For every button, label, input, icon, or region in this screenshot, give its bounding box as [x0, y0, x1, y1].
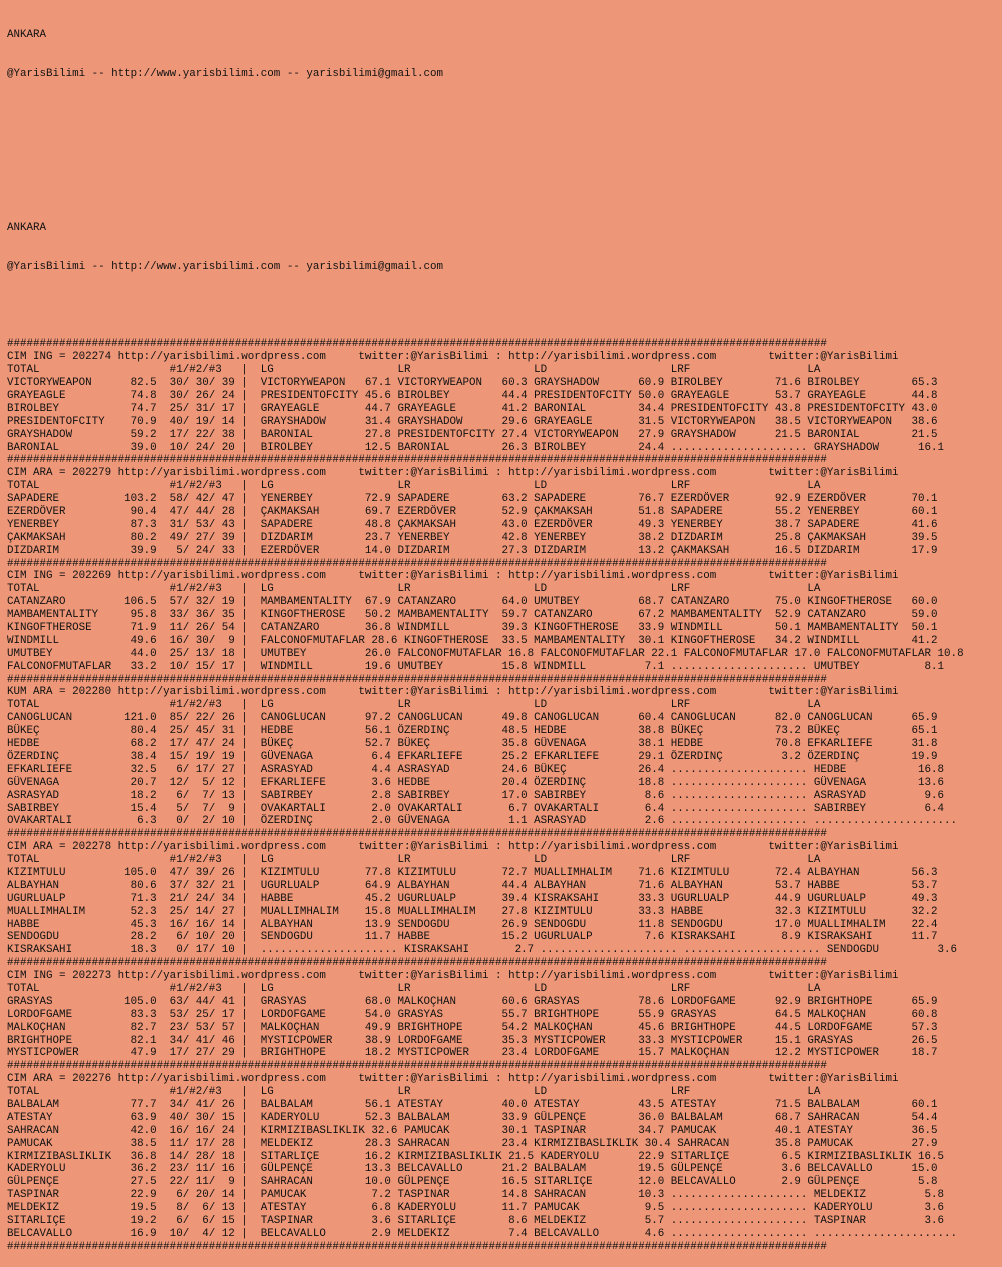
table-row: ÖZERDINÇ 38.4 15/ 19/ 19 | GÜVENAGA 6.4 EFKARLIEFE 25.2 EFKARLIEFE 29.1 ÖZERDINÇ 3.2 ÖZERDINÇ 19.9 — [7, 750, 938, 763]
table-row: KADERYOLU 36.2 23/ 11/ 16 | GÜLPENÇE 13.3 BELCAVALLO 21.2 BALBALAM 19.5 GÜLPENÇE 3.6 BELCAVALLO 15.0 — [7, 1163, 938, 1176]
table-row: ÇAKMAKSAH 80.2 49/ 27/ 39 | DIZDARIM 23.7 YENERBEY 42.8 YENERBEY 38.2 DIZDARIM 25.8 ÇAKMAKSAH 39.5 — [7, 531, 938, 544]
section-title: CIM ING = 202269 http://yarisbilimi.wordpress.com twitter:@YarisBilimi : http://yarisbilimi.wordpress.com twitter:@YarisBilimi — [7, 570, 899, 583]
table-row: GÜVENAGA 20.7 12/ 5/ 12 | EFKARLIEFE 3.6 HEDBE 20.4 ÖZERDINÇ 18.8 ..................... GÜVENAGA 13.6 — [7, 776, 945, 789]
table-row: WINDMILL 49.6 16/ 30/ 9 | FALCONOFMUTAFLAR 28.6 KINGOFTHEROSE 33.5 MAMBAMENTALITY 30.1 KINGOFTHEROSE 34.2 WINDMILL 41.2 — [7, 634, 938, 647]
table-row: SAHRACAN 42.0 16/ 16/ 24 | KIRMIZIBASLIKLIK 32.6 PAMUCAK 30.1 TASPINAR 34.7 PAMUCAK 40.1 ATESTAY 36.5 — [7, 1124, 938, 1137]
table-row: LORDOFGAME 83.3 53/ 25/ 17 | LORDOFGAME 54.0 GRASYAS 55.7 BRIGHTHOPE 55.9 GRASYAS 64.5 MALKOÇHAN 60.8 — [7, 1008, 938, 1021]
table-row: MELDEKIZ 19.5 8/ 6/ 13 | ATESTAY 6.8 KADERYOLU 11.7 PAMUCAK 9.5 ..................... KADERYOLU 3.6 — [7, 1202, 945, 1215]
section-title: KUM ARA = 202280 http://yarisbilimi.wordpress.com twitter:@YarisBilimi : http://yarisbilimi.wordpress.com twitter:@YarisBilimi — [7, 686, 899, 699]
table-row: MALKOÇHAN 82.7 23/ 53/ 57 | MALKOÇHAN 49.9 BRIGHTHOPE 54.2 MALKOÇHAN 45.6 BRIGHTHOPE 44.5 LORDOFGAME 57.3 — [7, 1021, 938, 1034]
table-row: KINGOFTHEROSE 71.9 11/ 26/ 54 | CATANZARO 36.8 WINDMILL 39.3 KINGOFTHEROSE 33.9 WINDMILL 50.1 MAMBAMENTALITY 50.1 — [7, 622, 938, 635]
section-separator: ############################################################################################################################## — [7, 957, 827, 970]
table-row: FALCONOFMUTAFLAR 33.2 10/ 15/ 17 | WINDMILL 19.6 UMUTBEY 15.8 WINDMILL 7.1 ..................... UMUTBEY 8.1 — [7, 660, 945, 673]
table-row: BÜKEÇ 80.4 25/ 45/ 31 | HEDBE 56.1 ÖZERDINÇ 48.5 HEDBE 38.8 BÜKEÇ 73.2 BÜKEÇ 65.1 — [7, 725, 938, 738]
section-separator: ############################################################################################################################## — [7, 557, 827, 570]
table-row: HEDBE 68.2 17/ 47/ 24 | BÜKEÇ 52.7 BÜKEÇ 35.8 GÜVENAGA 38.1 HEDBE 70.8 EFKARLIEFE 31.8 — [7, 738, 938, 751]
table-row: ATESTAY 63.9 40/ 30/ 15 | KADERYOLU 52.3 BALBALAM 33.9 GÜLPENÇE 36.0 BALBALAM 68.7 SAHRACAN 54.4 — [7, 1111, 938, 1124]
table-row: MAMBAMENTALITY 95.8 33/ 36/ 35 | KINGOFTHEROSE 50.2 MAMBAMENTALITY 59.7 CATANZARO 67.2 MAMBAMENTALITY 52.9 CATANZARO 59.0 — [7, 609, 938, 622]
table-row: SITARLIÇE 19.2 6/ 6/ 15 | TASPINAR 3.6 SITARLIÇE 8.6 MELDEKIZ 5.7 ..................... TASPINAR 3.6 — [7, 1215, 945, 1227]
table-row: UGURLUALP 71.3 21/ 24/ 34 | HABBE 45.2 UGURLUALP 39.4 KISRAKSAHI 33.3 UGURLUALP 44.9 UGURLUALP 49.3 — [7, 892, 938, 905]
section-title: CIM ING = 202274 http://yarisbilimi.wordpress.com twitter:@YarisBilimi : http://yarisbilimi.wordpress.com twitter:@YarisBilimi — [7, 351, 899, 364]
section-separator: ############################################################################################################################## — [7, 338, 827, 351]
table-row: MYSTICPOWER 47.9 17/ 27/ 29 | BRIGHTHOPE 18.2 MYSTICPOWER 23.4 LORDOFGAME 15.7 MALKOÇHAN 12.2 MYSTICPOWER 18.7 — [7, 1047, 938, 1060]
section-column-headers: TOTAL #1/#2/#3 | LG LR LD LRF LA — [7, 854, 821, 867]
table-row: ASRASYAD 18.2 6/ 7/ 13 | SABIRBEY 2.8 SABIRBEY 17.0 SABIRBEY 8.6 ..................... ASRASYAD 9.6 — [7, 789, 945, 802]
section-title: CIM ARA = 202279 http://yarisbilimi.wordpress.com twitter:@YarisBilimi : http://yarisbilimi.wordpress.com twitter:@YarisBilimi — [7, 467, 899, 480]
table-row: BRIGHTHOPE 82.1 34/ 41/ 46 | MYSTICPOWER 38.9 LORDOFGAME 35.3 MYSTICPOWER 33.3 MYSTICPOWER 15.1 GRASYAS 26.5 — [7, 1034, 938, 1047]
section-separator: ############################################################################################################################## — [7, 1060, 827, 1073]
table-row: BALBALAM 77.7 34/ 41/ 26 | BALBALAM 56.1 ATESTAY 40.0 ATESTAY 43.5 ATESTAY 71.5 BALBALAM 60.1 — [7, 1098, 938, 1111]
table-row: YENERBEY 87.3 31/ 53/ 43 | SAPADERE 48.8 ÇAKMAKSAH 43.0 EZERDÖVER 49.3 YENERBEY 38.7 SAPADERE 41.6 — [7, 518, 938, 531]
section-title: CIM ARA = 202276 http://yarisbilimi.wordpress.com twitter:@YarisBilimi : http://yarisbilimi.wordpress.com twitter:@YarisBilimi — [7, 1073, 899, 1086]
table-row: SABIRBEY 15.4 5/ 7/ 9 | OVAKARTALI 2.0 OVAKARTALI 6.7 OVAKARTALI 6.4 ..................... SABIRBEY 6.4 — [7, 802, 945, 815]
section-separator: ############################################################################################################################## — [7, 454, 827, 467]
table-row: EZERDÖVER 90.4 47/ 44/ 28 | ÇAKMAKSAH 69.7 EZERDÖVER 52.9 ÇAKMAKSAH 51.8 SAPADERE 55.2 YENERBEY 60.1 — [7, 506, 938, 519]
race-sections — [7, 338, 1002, 1253]
spacer — [7, 145, 1002, 158]
table-row: SENDOGDU 28.2 6/ 10/ 20 | SENDOGDU 11.7 HABBE 15.2 UGURLUALP 7.6 KISRAKSAHI 8.9 KISRAKSAHI 11.7 — [7, 931, 938, 944]
table-row: GÜLPENÇE 27.5 22/ 11/ 9 | SAHRACAN 10.0 GÜLPENÇE 16.5 SITARLIÇE 12.0 BELCAVALLO 2.9 GÜLPENÇE 5.8 — [7, 1176, 938, 1189]
section-column-headers: TOTAL #1/#2/#3 | LG LR LD LRF LA — [7, 1086, 821, 1099]
header-city-repeat: ANKARA — [7, 222, 47, 235]
header-credit-repeat: @YarisBilimi -- http://www.yarisbilimi.com -- yarisbilimi@gmail.com — [7, 261, 443, 274]
section-column-headers: TOTAL #1/#2/#3 | LG LR LD LRF LA — [7, 364, 821, 377]
table-row: EFKARLIEFE 32.5 6/ 17/ 27 | ASRASYAD 4.4 ASRASYAD 24.6 BÜKEÇ 26.4 ..................... HEDBE 16.8 — [7, 763, 945, 776]
spacer — [7, 106, 1002, 119]
table-row: GRAYEAGLE 74.8 30/ 26/ 24 | PRESIDENTOFCITY 45.6 BIROLBEY 44.4 PRESIDENTOFCITY 50.0 GRAYEAGLE 53.7 GRAYEAGLE 44.8 — [7, 390, 938, 402]
section-separator: ############################################################################################################################## — [7, 828, 827, 841]
table-row: GRASYAS 105.0 63/ 44/ 41 | GRASYAS 68.0 MALKOÇHAN 60.6 GRASYAS 78.6 LORDOFGAME 92.9 BRIGHTHOPE 65.9 — [7, 995, 938, 1008]
section-title: CIM ARA = 202278 http://yarisbilimi.wordpress.com twitter:@YarisBilimi : http://yarisbilimi.wordpress.com twitter:@YarisBilimi — [7, 841, 899, 854]
table-row: HABBE 45.3 16/ 16/ 14 | ALBAYHAN 13.9 SENDOGDU 26.9 SENDOGDU 11.8 SENDOGDU 17.0 MUALLIMHALIM 22.4 — [7, 918, 938, 931]
section-column-headers: TOTAL #1/#2/#3 | LG LR LD LRF LA — [7, 699, 821, 712]
table-row: BIROLBEY 74.7 25/ 31/ 17 | GRAYEAGLE 44.7 GRAYEAGLE 41.2 BARONIAL 34.4 PRESIDENTOFCITY 43.8 PRESIDENTOFCITY 43.0 — [7, 402, 938, 415]
section-column-headers: TOTAL #1/#2/#3 | LG LR LD LRF LA — [7, 583, 821, 596]
table-row: GRAYSHADOW 59.2 17/ 22/ 38 | BARONIAL 27.8 PRESIDENTOFCITY 27.4 VICTORYWEAPON 27.9 GRAYSHADOW 21.5 BARONIAL 21.5 — [7, 428, 938, 441]
section-column-headers: TOTAL #1/#2/#3 | LG LR LD LRF LA — [7, 982, 821, 995]
table-row: PRESIDENTOFCITY 70.9 40/ 19/ 14 | GRAYSHADOW 31.4 GRAYSHADOW 29.6 GRAYEAGLE 31.5 VICTORYWEAPON 38.5 VICTORYWEAPON 38.6 — [7, 415, 938, 428]
table-row: KIRMIZIBASLIKLIK 36.8 14/ 28/ 18 | SITARLIÇE 16.2 KIRMIZIBASLIKLIK 21.5 KADERYOLU 22.9 SITARLIÇE 6.5 KIRMIZIBASLIKLIK 16.5 — [7, 1150, 945, 1163]
table-row: CATANZARO 106.5 57/ 32/ 19 | MAMBAMENTALITY 67.9 CATANZARO 64.0 UMUTBEY 68.7 CATANZARO 75.0 KINGOFTHEROSE 60.0 — [7, 596, 938, 609]
section-column-headers: TOTAL #1/#2/#3 | LG LR LD LRF LA — [7, 480, 821, 493]
table-row: CANOGLUCAN 121.0 85/ 22/ 26 | CANOGLUCAN 97.2 CANOGLUCAN 49.8 CANOGLUCAN 60.4 CANOGLUCAN 82.0 CANOGLUCAN 65.9 — [7, 712, 938, 725]
table-row: UMUTBEY 44.0 25/ 13/ 18 | UMUTBEY 26.0 FALCONOFMUTAFLAR 16.8 FALCONOFMUTAFLAR 22.1 FALCONOFMUTAFLAR 17.0 FALCONOFMUTAFLAR 10.8 — [7, 647, 964, 660]
table-row: BARONIAL 39.0 10/ 24/ 20 | BIROLBEY 12.5 BARONIAL 26.3 BIROLBEY 24.4 ..................... GRAYSHADOW 16.1 — [7, 441, 945, 454]
spacer — [7, 184, 1002, 197]
table-row: KIZIMTULU 105.0 47/ 39/ 26 | KIZIMTULU 77.8 KIZIMTULU 72.7 MUALLIMHALIM 71.6 KIZIMTULU 72.4 ALBAYHAN 56.3 — [7, 866, 938, 879]
table-row: SAPADERE 103.2 58/ 42/ 47 | YENERBEY 72.9 SAPADERE 63.2 SAPADERE 76.7 EZERDÖVER 92.9 EZERDÖVER 70.1 — [7, 493, 938, 506]
spacer — [7, 300, 1002, 313]
table-row: KISRAKSAHI 18.3 0/ 17/ 10 | ..................... KISRAKSAHI 2.7 ..................... ..................... SENDOGDU 3.6 — [7, 944, 958, 957]
section-separator: ############################################################################################################################## — [7, 1240, 827, 1253]
section-separator: ############################################################################################################################## — [7, 673, 827, 686]
table-row: PAMUCAK 38.5 11/ 17/ 28 | MELDEKIZ 28.3 SAHRACAN 23.4 KIRMIZIBASLIKLIK 30.4 SAHRACAN 35.8 PAMUCAK 27.9 — [7, 1137, 938, 1150]
table-row: MUALLIMHALIM 52.3 25/ 14/ 27 | MUALLIMHALIM 15.8 MUALLIMHALIM 27.8 KIZIMTULU 33.3 HABBE 32.3 KIZIMTULU 32.2 — [7, 905, 938, 918]
table-row: TASPINAR 22.9 6/ 20/ 14 | PAMUCAK 7.2 TASPINAR 14.8 SAHRACAN 10.3 ..................... MELDEKIZ 5.8 — [7, 1189, 945, 1202]
header-credit: @YarisBilimi -- http://www.yarisbilimi.com -- yarisbilimi@gmail.com — [7, 67, 443, 80]
table-row: OVAKARTALI 6.3 0/ 2/ 10 | ÖZERDINÇ 2.0 GÜVENAGA 1.1 ASRASYAD 2.6 ..................... ...................... — [7, 815, 958, 828]
table-row: DIZDARIM 39.9 5/ 24/ 33 | EZERDÖVER 14.0 DIZDARIM 27.3 DIZDARIM 13.2 ÇAKMAKSAH 16.5 DIZDARIM 17.9 — [7, 544, 938, 557]
section-title: CIM ING = 202273 http://yarisbilimi.wordpress.com twitter:@YarisBilimi : http://yarisbilimi.wordpress.com twitter:@YarisBilimi — [7, 970, 899, 983]
table-row: BELCAVALLO 16.9 10/ 4/ 12 | BELCAVALLO 2.9 MELDEKIZ 7.4 BELCAVALLO 4.6 ..................... ...................... — [7, 1227, 958, 1240]
table-row: VICTORYWEAPON 82.5 30/ 30/ 39 | VICTORYWEAPON 67.1 VICTORYWEAPON 60.3 GRAYSHADOW 60.9 BIROLBEY 71.6 BIROLBEY 65.3 — [7, 377, 938, 390]
header-city: ANKARA — [7, 28, 47, 41]
table-row: ALBAYHAN 80.6 37/ 32/ 21 | UGURLUALP 64.9 ALBAYHAN 44.4 ALBAYHAN 71.6 ALBAYHAN 53.7 HABBE 53.7 — [7, 879, 938, 892]
